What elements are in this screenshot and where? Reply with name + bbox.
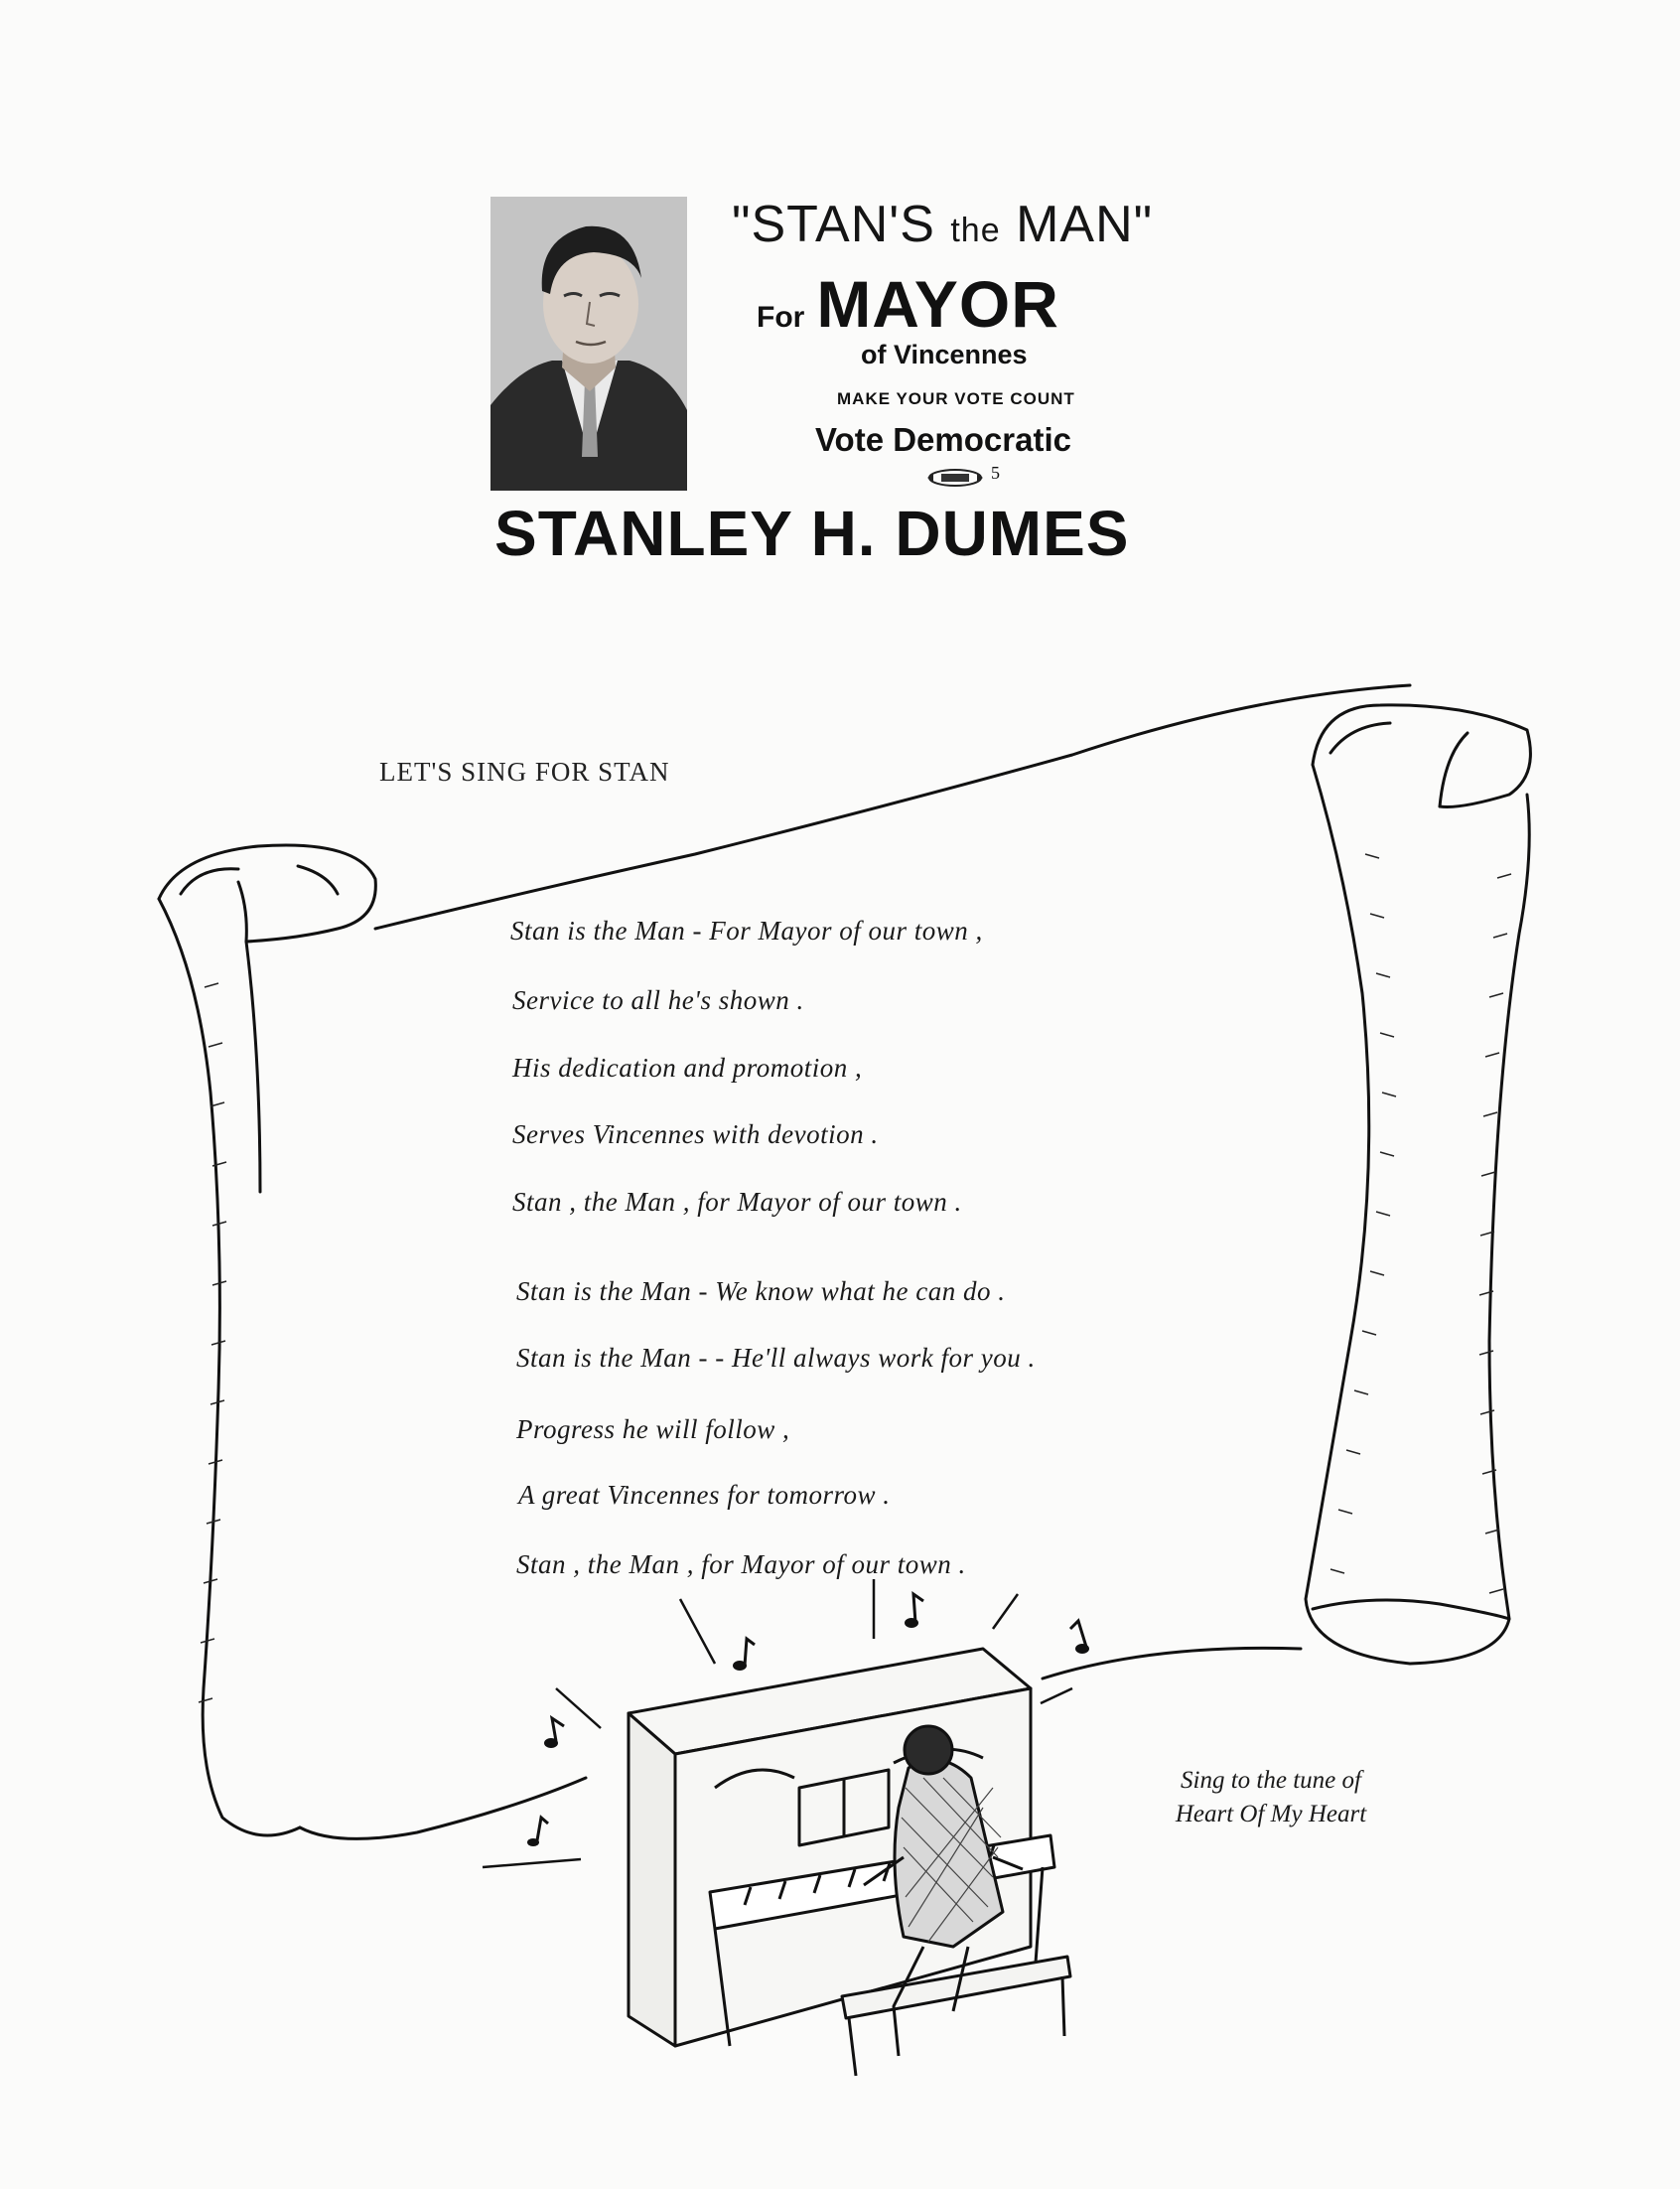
verse-line: Stan is the Man - We know what he can do . bbox=[516, 1276, 1006, 1306]
verse-line: Stan is the Man - - He'll always work for you . bbox=[516, 1343, 1036, 1373]
right-roll-body bbox=[1306, 765, 1529, 1664]
verse-line: Progress he will follow , bbox=[516, 1414, 790, 1444]
song-heading: LET'S SING FOR STAN bbox=[379, 757, 670, 787]
verse-line: Stan is the Man - For Mayor of our town , bbox=[510, 916, 983, 946]
union-number: 5 bbox=[991, 463, 1000, 483]
tune-note bbox=[1112, 1764, 1430, 1831]
tune-title: Heart Of My Heart bbox=[1175, 1801, 1367, 1827]
verse-line: Serves Vincennes with devotion . bbox=[512, 1119, 879, 1149]
city-label: of Vincennes bbox=[861, 340, 1028, 369]
candidate-name: STANLEY H. DUMES bbox=[494, 498, 1130, 569]
vote-party-label: Vote Democratic bbox=[815, 421, 1071, 458]
left-roll-body bbox=[159, 899, 300, 1835]
tune-line: Sing to the tune of bbox=[1181, 1767, 1361, 1794]
for-label: For bbox=[757, 301, 805, 334]
office-title: MAYOR bbox=[816, 267, 1059, 341]
verse-line: A great Vincennes for tomorrow . bbox=[518, 1480, 891, 1510]
vote-count-label: MAKE YOUR VOTE COUNT bbox=[837, 389, 1075, 408]
piano-player-icon bbox=[629, 1649, 1070, 2076]
left-roll-curl bbox=[159, 845, 375, 942]
verse-line: His dedication and promotion , bbox=[512, 1053, 863, 1083]
verse-line: Stan , the Man , for Mayor of our town . bbox=[512, 1187, 962, 1217]
right-roll-curl bbox=[1313, 705, 1530, 807]
verse-line: Stan , the Man , for Mayor of our town . bbox=[516, 1549, 966, 1579]
scroll-top-edge bbox=[375, 685, 1410, 929]
scroll-bottom-edge bbox=[300, 1778, 586, 1838]
verse-line: Service to all he's shown . bbox=[512, 985, 804, 1015]
campaign-slogan: "STAN'S the MAN" bbox=[732, 196, 1154, 253]
